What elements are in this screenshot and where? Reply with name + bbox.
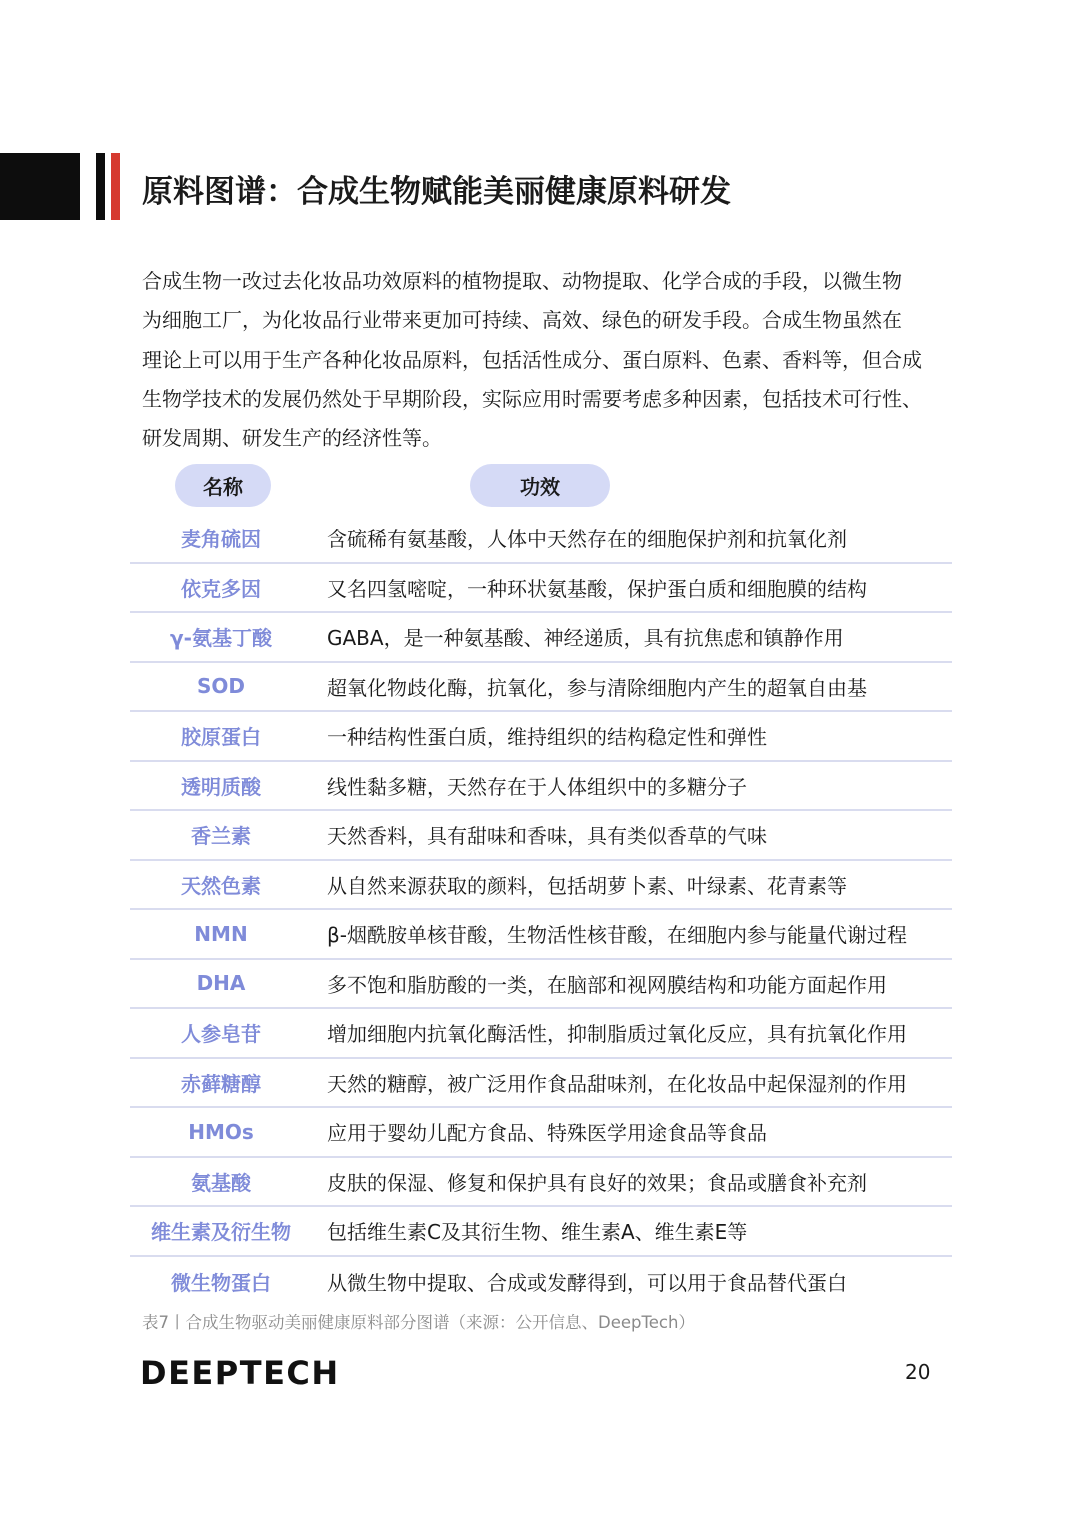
- ingredient-name: 香兰素: [191, 824, 251, 849]
- ingredient-name: 氨基酸: [191, 1170, 251, 1195]
- ingredient-table: [130, 514, 952, 1306]
- ingredient-effect: 从自然来源获取的颜料，包括胡萝卜素、叶绿素、花青素等: [327, 873, 847, 898]
- page-number: 20: [905, 1360, 931, 1384]
- table-row: [130, 861, 952, 911]
- table-row: [130, 1257, 952, 1307]
- title-decoration-bar-red: [111, 153, 120, 220]
- ingredient-effect: 天然香料，具有甜味和香味，具有类似香草的气味: [327, 824, 767, 849]
- ingredient-name: γ-氨基丁酸: [170, 626, 272, 651]
- ingredient-name: 人参皂苷: [181, 1022, 261, 1047]
- ingredient-effect: 皮肤的保湿、修复和保护具有良好的效果；食品或膳食补充剂: [327, 1170, 867, 1195]
- ingredient-name: 麦角硫因: [181, 527, 261, 552]
- ingredient-effect: 超氧化物歧化酶，抗氧化，参与清除细胞内产生的超氧自由基: [327, 675, 867, 700]
- table-row: [130, 514, 952, 564]
- ingredient-effect: 天然的糖醇，被广泛用作食品甜味剂，在化妆品中起保湿剂的作用: [327, 1071, 907, 1096]
- table-row: [130, 1009, 952, 1059]
- title-decoration-block: [0, 153, 80, 220]
- ingredient-name: 依克多因: [181, 576, 261, 601]
- table-row: [130, 1108, 952, 1158]
- ingredient-effect: 一种结构性蛋白质，维持组织的结构稳定性和弹性: [327, 725, 767, 750]
- ingredient-effect: 包括维生素C及其衍生物、维生素A、维生素E等: [327, 1220, 748, 1245]
- ingredient-effect: 含硫稀有氨基酸，人体中天然存在的细胞保护剂和抗氧化剂: [327, 527, 847, 552]
- column-header-effect: 功效: [470, 464, 610, 507]
- ingredient-name: SOD: [196, 674, 245, 699]
- ingredient-effect: 增加细胞内抗氧化酶活性，抑制脂质过氧化反应，具有抗氧化作用: [327, 1022, 907, 1047]
- intro-line: 研发周期、研发生产的经济性等。: [142, 426, 442, 451]
- table-row: [130, 663, 952, 713]
- ingredient-effect: GABA，是一种氨基酸、神经递质，具有抗焦虑和镇静作用: [327, 626, 844, 651]
- table-caption: 表7丨合成生物驱动美丽健康原料部分图谱（来源：公开信息、DeepTech）: [142, 1313, 695, 1332]
- page-title: 原料图谱：合成生物赋能美丽健康原料研发: [142, 174, 731, 210]
- table-row: [130, 1158, 952, 1208]
- table-row: [130, 811, 952, 861]
- ingredient-name: NMN: [194, 921, 248, 946]
- table-row: [130, 613, 952, 663]
- intro-paragraph: [142, 262, 957, 458]
- ingredient-name: 胶原蛋白: [181, 725, 261, 750]
- ingredient-effect: 应用于婴幼儿配方食品、特殊医学用途食品等食品: [327, 1121, 767, 1146]
- ingredient-name: HMOs: [188, 1119, 254, 1144]
- table-row: [130, 762, 952, 812]
- ingredient-name: 赤藓糖醇: [181, 1071, 261, 1096]
- table-row: [130, 712, 952, 762]
- ingredient-effect: β-烟酰胺单核苷酸，生物活性核苷酸，在细胞内参与能量代谢过程: [327, 923, 907, 948]
- title-decoration-bar-black: [96, 153, 105, 220]
- ingredient-effect: 又名四氢嘧啶，一种环状氨基酸，保护蛋白质和细胞膜的结构: [327, 576, 867, 601]
- intro-line: 理论上可以用于生产各种化妆品原料，包括活性成分、蛋白原料、色素、香料等，但合成: [142, 347, 922, 372]
- ingredient-name: 维生素及衍生物: [151, 1220, 291, 1245]
- table-row: [130, 960, 952, 1010]
- ingredient-name: 透明质酸: [181, 774, 261, 799]
- deeptech-logo: DEEPTECH: [140, 1354, 340, 1392]
- table-row: [130, 564, 952, 614]
- ingredient-effect: 从微生物中提取、合成或发酵得到，可以用于食品替代蛋白: [327, 1270, 847, 1295]
- table-row: [130, 1207, 952, 1257]
- ingredient-effect: 多不饱和脂肪酸的一类，在脑部和视网膜结构和功能方面起作用: [327, 972, 887, 997]
- intro-line: 为细胞工厂，为化妆品行业带来更加可持续、高效、绿色的研发手段。合成生物虽然在: [142, 308, 902, 333]
- table-row: [130, 910, 952, 960]
- ingredient-effect: 线性黏多糖，天然存在于人体组织中的多糖分子: [327, 774, 747, 799]
- ingredient-name: DHA: [196, 971, 246, 996]
- column-header-name: 名称: [175, 464, 271, 507]
- ingredient-name: 微生物蛋白: [171, 1270, 271, 1295]
- ingredient-name: 天然色素: [181, 873, 261, 898]
- table-row: [130, 1059, 952, 1109]
- intro-line: 合成生物一改过去化妆品功效原料的植物提取、动物提取、化学合成的手段，以微生物: [142, 269, 902, 293]
- intro-line: 生物学技术的发展仍然处于早期阶段，实际应用时需要考虑多种因素，包括技术可行性、: [142, 386, 922, 411]
